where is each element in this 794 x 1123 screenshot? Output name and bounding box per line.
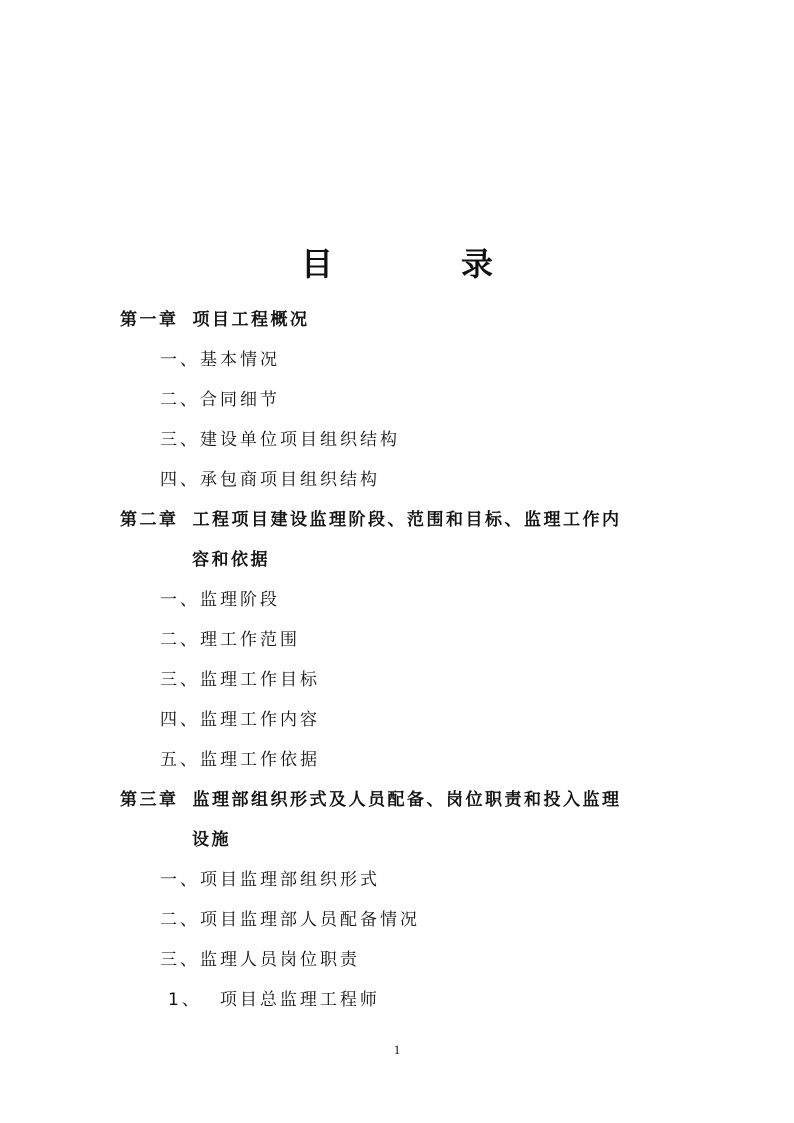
toc-section[interactable] — [160, 940, 360, 980]
chapter-number: 第三章 — [120, 790, 179, 810]
chapter-title: 工程项目建设监理阶段、范围和目标、监理工作内 — [192, 510, 622, 530]
subsection-title: 项目总监理工程师 — [219, 990, 380, 1010]
section-title: 监理阶段 — [200, 590, 280, 610]
toc-section[interactable] — [160, 900, 420, 940]
section-number: 三、 — [160, 430, 200, 450]
section-number: 五、 — [160, 750, 200, 770]
toc-chapter-2-continued[interactable] — [192, 540, 270, 580]
section-title: 基本情况 — [200, 350, 280, 370]
section-number: 三、 — [160, 950, 200, 970]
chapter-title-continued: 容和依据 — [192, 550, 270, 570]
toc-section[interactable] — [160, 700, 320, 740]
toc-section[interactable] — [160, 340, 280, 380]
section-number: 二、 — [160, 390, 200, 410]
toc-chapter-3-continued[interactable] — [192, 820, 231, 860]
section-number: 一、 — [160, 590, 200, 610]
section-title: 监理工作目标 — [200, 670, 320, 690]
toc-chapter-3[interactable] — [120, 780, 622, 820]
toc-subsection[interactable] — [168, 980, 380, 1020]
section-title: 监理工作依据 — [200, 750, 320, 770]
section-title: 合同细节 — [200, 390, 280, 410]
toc-section[interactable] — [160, 620, 300, 660]
section-title: 理工作范围 — [200, 630, 300, 650]
toc-section[interactable] — [160, 460, 380, 500]
page-number: 1 — [393, 1042, 401, 1057]
section-number: 一、 — [160, 870, 200, 890]
toc-section[interactable] — [160, 380, 280, 420]
section-title: 监理工作内容 — [200, 710, 320, 730]
chapter-title: 项目工程概况 — [192, 310, 310, 330]
toc-section[interactable] — [160, 740, 320, 780]
chapter-title: 监理部组织形式及人员配备、岗位职责和投入监理 — [192, 790, 622, 810]
toc-section[interactable] — [160, 860, 380, 900]
section-number: 四、 — [160, 710, 200, 730]
section-number: 二、 — [160, 630, 200, 650]
toc-section[interactable] — [160, 580, 280, 620]
toc-chapter-1[interactable] — [120, 300, 310, 340]
section-number: 四、 — [160, 470, 200, 490]
section-title: 建设单位项目组织结构 — [200, 430, 400, 450]
chapter-title-continued: 设施 — [192, 830, 231, 850]
section-title: 项目监理部人员配备情况 — [200, 910, 420, 930]
toc-chapter-2[interactable] — [120, 500, 622, 540]
toc-title: 目 录 — [300, 245, 541, 283]
section-number: 一、 — [160, 350, 200, 370]
section-title: 承包商项目组织结构 — [200, 470, 380, 490]
subsection-number: 1、 — [168, 990, 202, 1010]
chapter-number: 第一章 — [120, 310, 179, 330]
toc-section[interactable] — [160, 660, 320, 700]
section-number: 二、 — [160, 910, 200, 930]
section-number: 三、 — [160, 670, 200, 690]
chapter-number: 第二章 — [120, 510, 179, 530]
section-title: 项目监理部组织形式 — [200, 870, 380, 890]
toc-section[interactable] — [160, 420, 400, 460]
section-title: 监理人员岗位职责 — [200, 950, 360, 970]
